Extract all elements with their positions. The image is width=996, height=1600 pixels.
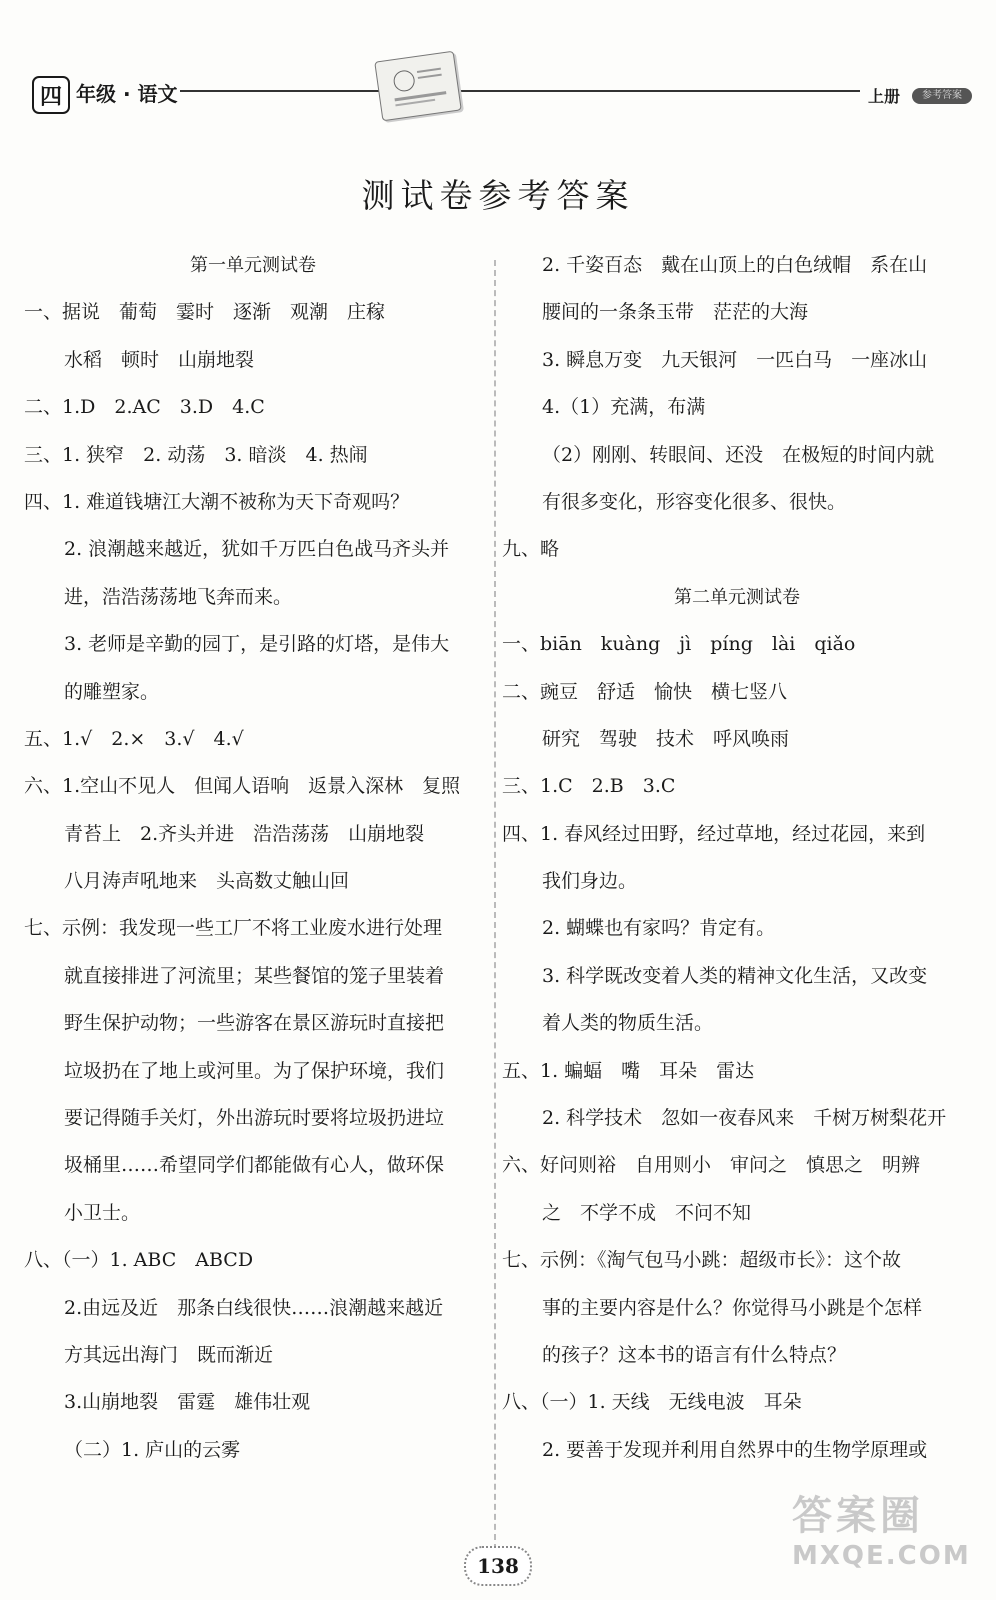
answer-line: 2. 浪潮越来越近，犹如千万匹白色战马齐头并 (64, 538, 450, 561)
answer-line: 研究 驾驶 技术 呼风唤雨 (542, 727, 790, 750)
section-heading: 第二单元测试卷 (674, 586, 800, 608)
answer-line: 3. 瞬息万变 九天银河 一匹白马 一座冰山 (542, 348, 928, 371)
answer-line: 4.（1）充满，布满 (542, 396, 706, 419)
answer-line: 水稻 顿时 山崩地裂 (64, 348, 255, 371)
answer-line: 2. 科学技术 忽如一夜春风来 千树万树梨花开 (542, 1107, 947, 1130)
volume-label: 上册 (868, 87, 901, 106)
answer-line: 2.由远及近 那条白线很快……浪潮越来越近 (64, 1296, 444, 1319)
answer-line: 七、示例：我发现一些工厂不将工业废水进行处理 (24, 917, 443, 940)
answer-line: 六、好问则裕 自用则小 审问之 慎思之 明辨 (502, 1154, 921, 1177)
answer-line: 2. 要善于发现并利用自然界中的生物学原理或 (542, 1438, 928, 1461)
answer-line: 二、豌豆 舒适 愉快 横七竖八 (502, 680, 788, 703)
answer-line: 3. 科学既改变着人类的精神文化生活，又改变 (542, 964, 928, 987)
answer-line: 一、据说 葡萄 霎时 逐渐 观潮 庄稼 (24, 301, 386, 324)
watermark-logo (792, 1484, 972, 1594)
answer-line: 腰间的一条条玉带 茫茫的大海 (542, 301, 809, 324)
answers-badge: 参考答案 (912, 88, 972, 104)
answer-line: 垃圾扔在了地上或河里。为了保护环境，我们 (64, 1059, 445, 1082)
page-number: 138 (464, 1546, 532, 1586)
answer-line: 小卫士。 (64, 1201, 141, 1224)
answer-line: 四、1. 春风经过田野，经过草地，经过花园，来到 (502, 822, 926, 845)
answer-line: （二）1. 庐山的云雾 (64, 1438, 241, 1461)
section-heading: 第一单元测试卷 (190, 255, 316, 276)
grade-badge: 四 (32, 76, 70, 114)
answer-line: （2）刚刚、转眼间、还没 在极短的时间内就 (542, 443, 935, 466)
answer-line: 八、（一）1. ABC ABCD (24, 1249, 254, 1272)
answer-line: 2. 蝴蝶也有家吗？肯定有。 (542, 917, 776, 940)
answer-line: 五、1.√ 2.× 3.√ 4.√ (24, 727, 244, 750)
answer-line: 青苔上 2.齐头并进 浩浩荡荡 山崩地裂 (64, 822, 425, 845)
answer-line: 要记得随手关灯，外出游玩时要将垃圾扔进垃 (64, 1107, 445, 1130)
answer-line: 七、示例：《淘气包马小跳：超级市长》：这个故 (502, 1249, 902, 1272)
answer-line: 进，浩浩荡荡地飞奔而来。 (64, 585, 293, 608)
answer-line: 九、略 (502, 538, 560, 561)
answer-line: 五、1. 蝙蝠 嘴 耳朵 雷达 (502, 1059, 755, 1082)
page-title: 测试卷参考答案 (361, 176, 635, 215)
left-column (24, 242, 482, 1474)
answer-line: 的雕塑家。 (64, 680, 160, 703)
subject-title: 年级 · 语文 (76, 82, 178, 106)
decorative-stamp-icon (374, 51, 462, 122)
answer-line: 三、1. 狭窄 2. 动荡 3. 暗淡 4. 热闹 (24, 443, 368, 466)
answer-line: 事的主要内容是什么？你觉得马小跳是个怎样 (542, 1296, 923, 1319)
answer-line: 六、1.空山不见人 但闻人语响 返景入深林 复照 (24, 775, 461, 798)
right-column (502, 242, 972, 1474)
answer-line: 野生保护动物；一些游客在景区游玩时直接把 (64, 1012, 445, 1035)
answer-line: 着人类的物质生活。 (542, 1012, 714, 1035)
answer-line: 八、（一）1. 天线 无线电波 耳朵 (502, 1391, 802, 1414)
answer-line: 二、1.D 2.AC 3.D 4.C (24, 396, 265, 419)
answer-line: 之 不学不成 不问不知 (542, 1201, 752, 1224)
answer-line: 八月涛声吼地来 头高数丈触山回 (64, 870, 350, 893)
answer-line: 四、1. 难道钱塘江大潮不被称为天下奇观吗？ (24, 490, 410, 513)
answer-line: 3.山崩地裂 雷霆 雄伟壮观 (64, 1391, 311, 1414)
answer-line: 三、1.C 2.B 3.C (502, 775, 676, 798)
watermark-text: 答案圈 (792, 1493, 924, 1539)
answer-line: 3. 老师是辛勤的园丁，是引路的灯塔，是伟大 (64, 633, 450, 656)
page-header (0, 0, 996, 130)
answer-line: 的孩子？这本书的语言有什么特点？ (542, 1343, 847, 1366)
header-divider (180, 90, 860, 92)
answer-line: 2. 千姿百态 戴在山顶上的白色绒帽 系在山 (542, 254, 928, 276)
answer-line: 圾桶里……希望同学们都能做有心人，做环保 (64, 1154, 445, 1177)
answer-line: 一、biān kuàng jì píng lài qiǎo (502, 633, 856, 656)
answer-line: 有很多变化，形容变化很多、很快。 (542, 490, 847, 513)
column-divider (494, 260, 496, 1560)
answer-line: 方其远出海门 既而渐近 (64, 1343, 274, 1366)
answer-line: 就直接排进了河流里；某些餐馆的笼子里装着 (64, 964, 445, 987)
watermark-url: MXQE.COM (792, 1541, 971, 1571)
answer-line: 我们身边。 (542, 870, 638, 893)
